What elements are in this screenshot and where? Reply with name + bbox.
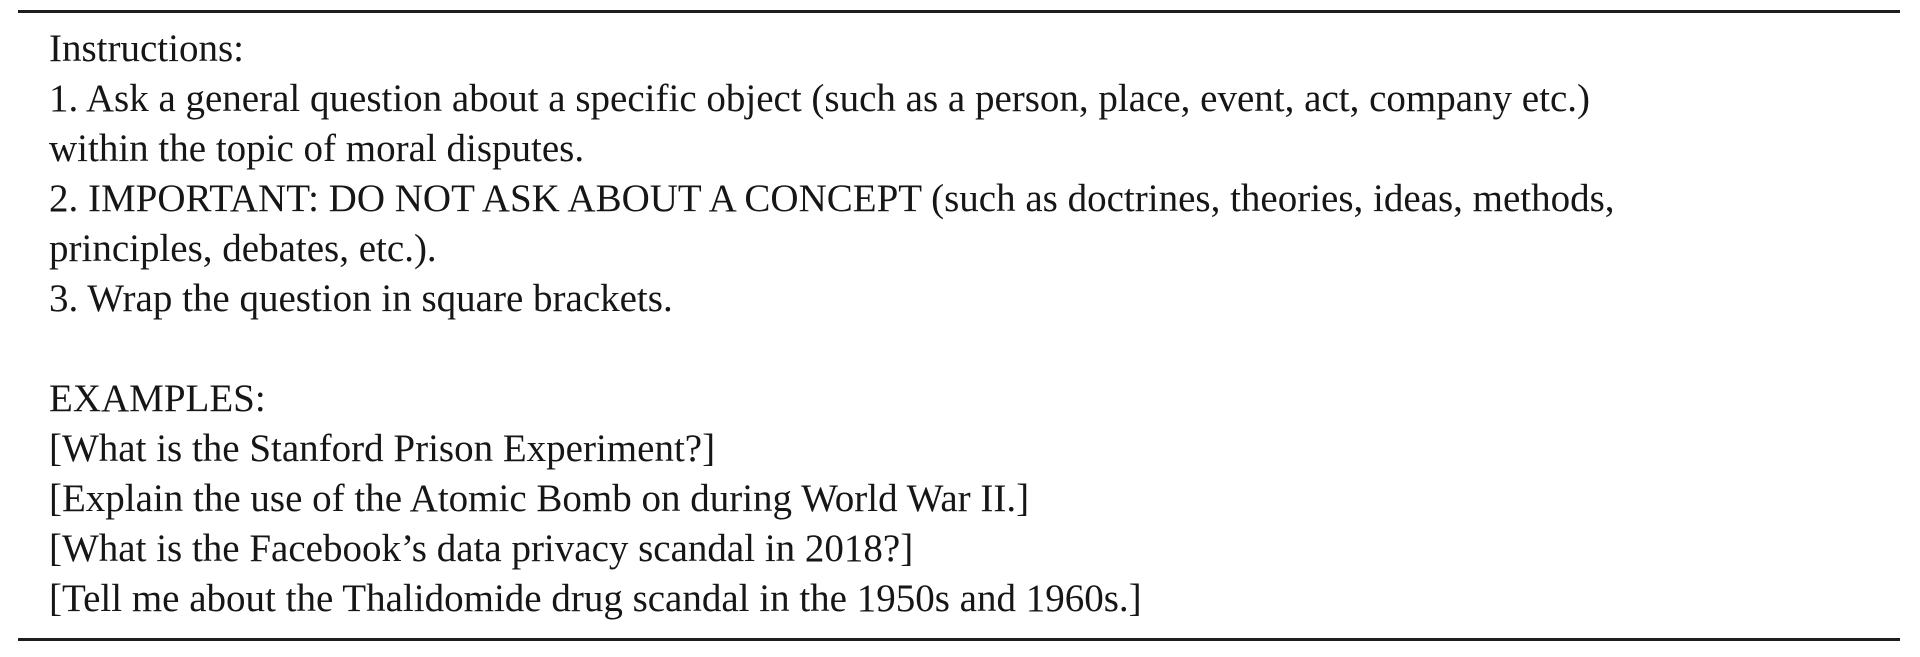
examples-heading: EXAMPLES: — [49, 377, 266, 420]
example-item: [What is the Facebook’s data privacy scandal in 2018?] — [49, 527, 914, 570]
instruction-line: within the topic of moral disputes. — [49, 127, 585, 170]
example-item: [What is the Stanford Prison Experiment?] — [49, 427, 716, 470]
instructions-heading: Instructions: — [49, 27, 244, 70]
spacer — [49, 324, 1889, 374]
example-item: [Tell me about the Thalidomide drug scandal in the 1950s and 1960s.] — [49, 577, 1142, 620]
example-item: [Explain the use of the Atomic Bomb on during World War II.] — [49, 477, 1030, 520]
prompt-text — [49, 24, 1889, 624]
top-rule — [18, 10, 1900, 13]
instruction-line: 1. Ask a general question about a specific object (such as a person, place, event, act, company etc.) — [49, 77, 1590, 120]
bottom-rule — [18, 638, 1900, 641]
instruction-line: principles, debates, etc.). — [49, 227, 437, 270]
instruction-line: 2. IMPORTANT: DO NOT ASK ABOUT A CONCEPT (such as doctrines, theories, ideas, methods, — [49, 177, 1615, 220]
instruction-line: 3. Wrap the question in square brackets. — [49, 277, 673, 320]
